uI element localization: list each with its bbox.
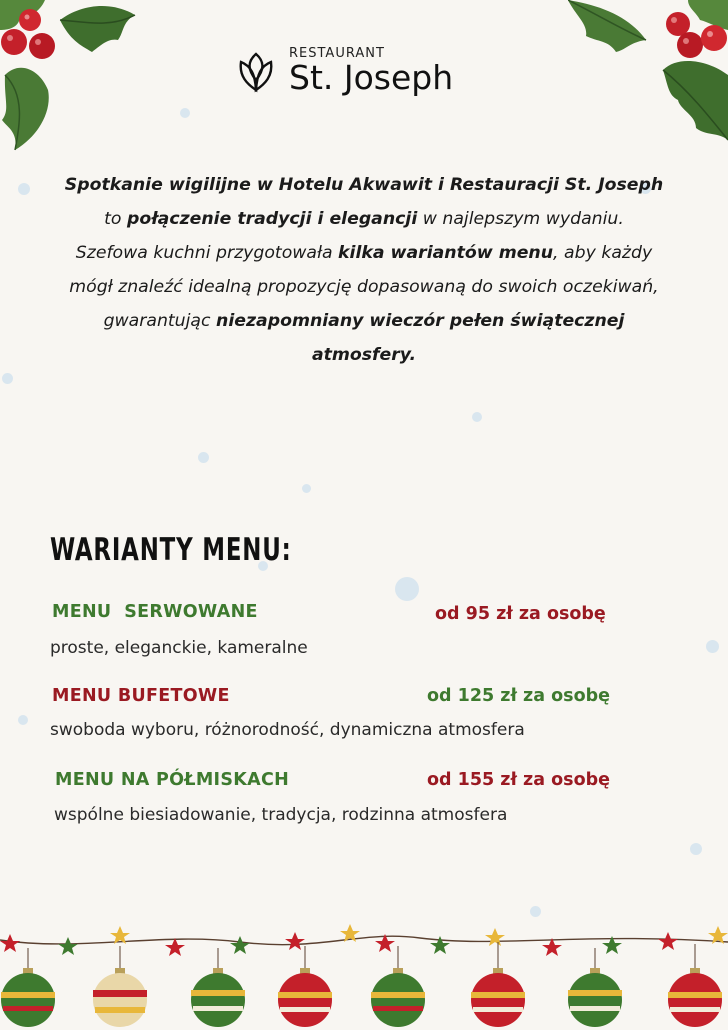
intro-bold: niezapomniany wieczór pełen świątecznej atmosfery.: [216, 311, 625, 365]
intro-text-run: to: [104, 209, 127, 229]
variant-description: swoboda wyboru, różnorodność, dynamiczna atmosfera: [50, 720, 525, 740]
snow-dot: [302, 484, 311, 493]
intro-bold: Spotkanie wigilijne w Hotelu Akwawit i Restauracji St. Joseph: [64, 175, 664, 195]
snow-dot: [472, 412, 482, 422]
logo-title: St. Joseph: [289, 58, 454, 97]
holly-icon: [0, 0, 140, 160]
intro-text-run: w najlepszym wydaniu.: [417, 209, 624, 229]
snow-dot: [18, 715, 28, 725]
ornament-icon: [371, 946, 425, 1027]
ornament-icon: [93, 946, 147, 1027]
star-icon: [165, 938, 185, 956]
logo-leaf-icon: [233, 50, 279, 96]
snow-dot: [2, 373, 13, 384]
variant-description: wspólne biesiadowanie, tradycja, rodzinna atmosfera: [54, 805, 508, 825]
star-icon: [285, 932, 305, 950]
intro-bold: kilka wariantów menu: [338, 243, 554, 263]
logo-subtitle: RESTAURANT: [289, 46, 385, 61]
ornament-icon: [1, 948, 55, 1027]
star-icon: [485, 928, 505, 946]
variant-price: od 95 zł za osobę: [435, 604, 606, 624]
snow-dot: [180, 108, 190, 118]
star-icon: [58, 937, 78, 955]
garland-decoration: [0, 912, 728, 1030]
snow-dot: [395, 577, 419, 601]
snow-dot: [690, 843, 702, 855]
variant-price: od 155 zł za osobę: [427, 770, 610, 790]
star-icon: [0, 934, 20, 952]
ornament-icon: [278, 946, 332, 1027]
variant-price: od 125 zł za osobę: [427, 686, 610, 706]
menu-variants-heading: WARIANTY MENU:: [50, 532, 292, 568]
intro-text-run: Szefowa kuchni przygotowała: [75, 243, 339, 263]
variant-name: MENU BUFETOWE: [52, 686, 230, 706]
ornament-icon: [668, 944, 722, 1027]
variant-description: proste, eleganckie, kameralne: [50, 638, 308, 658]
ornament-icon: [568, 948, 622, 1027]
intro-bold: połączenie tradycji i elegancji: [126, 209, 418, 229]
star-icon: [658, 932, 678, 950]
intro-text: [62, 168, 666, 372]
snow-dot: [18, 183, 30, 195]
snow-dot: [198, 452, 209, 463]
intro-text-run: , aby każdy mógł znaleźć idealną propozycję dopasowaną do swoich oczekiwań, gwarantując: [69, 243, 659, 331]
restaurant-logo: [233, 44, 503, 104]
snow-dot: [706, 640, 719, 653]
ornament-icon: [191, 948, 245, 1027]
variant-name: MENU SERWOWANE: [52, 602, 258, 622]
variant-name: MENU NA PÓŁMISKACH: [55, 770, 290, 790]
holly-icon: [568, 0, 728, 150]
ornament-icon: [471, 942, 525, 1027]
star-icon: [230, 936, 250, 954]
